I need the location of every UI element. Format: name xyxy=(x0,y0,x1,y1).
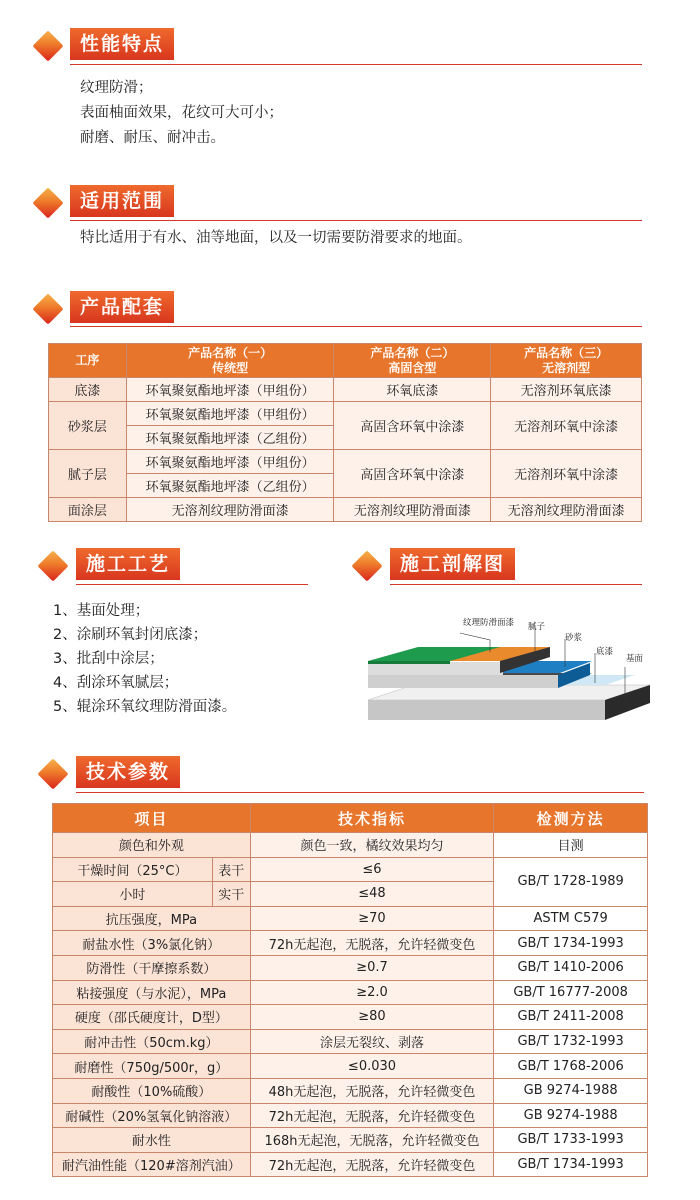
table-cell: 无溶剂纹理防滑面漆 xyxy=(126,498,334,522)
table-cell: 环氧聚氨酯地坪漆（甲组份） xyxy=(126,378,334,402)
base-layer-front xyxy=(368,700,605,720)
table-cell: 耐水性 xyxy=(53,1128,251,1153)
table-cell: GB/T 1732-1993 xyxy=(494,1029,648,1054)
label-topcoat: 纹理防滑面漆 xyxy=(463,618,515,628)
diamond-bullet-icon xyxy=(32,293,63,324)
table-cell: ≥80 xyxy=(250,1005,494,1030)
process-title: 施工工艺 xyxy=(76,548,180,580)
header-subtext: 高固含型 xyxy=(388,360,437,375)
table-row xyxy=(53,857,648,882)
table-row xyxy=(53,906,648,931)
table-cell: 抗压强度，MPa xyxy=(53,906,251,931)
table-cell: 环氧底漆 xyxy=(334,378,491,402)
table-cell: ≤0.030 xyxy=(250,1054,494,1079)
table-row xyxy=(53,833,648,858)
table-cell: ≤48 xyxy=(250,882,494,907)
topcoat-layer-front xyxy=(368,661,450,664)
table-row xyxy=(53,1078,648,1103)
table-cell: ≤6 xyxy=(250,857,494,882)
table-row xyxy=(49,450,642,474)
tech-params-table xyxy=(52,803,648,1177)
diamond-bullet-icon xyxy=(37,550,68,581)
table-cell: 环氧聚氨酯地坪漆（甲组份） xyxy=(126,450,334,474)
label-base: 基面 xyxy=(626,654,644,664)
table-cell: 砂浆层 xyxy=(49,402,127,450)
table-cell: 耐碱性（20%氢氧化钠溶液） xyxy=(53,1103,251,1128)
table-cell: 环氧聚氨酯地坪漆（乙组份） xyxy=(126,474,334,498)
section-rule xyxy=(76,584,308,585)
table-cell: 高固含环氧中涂漆 xyxy=(334,450,491,498)
mortar-layer-front xyxy=(368,675,558,688)
table-row xyxy=(53,1005,648,1030)
table-cell: 耐汽油性能（120#溶剂汽油） xyxy=(53,1152,251,1177)
col-header-process: 工序 xyxy=(49,344,127,378)
table-cell: 防滑性（干摩擦系数） xyxy=(53,955,251,980)
process-step: 1、基面处理； xyxy=(53,603,150,619)
table-cell: ≥2.0 xyxy=(250,980,494,1005)
table-cell: GB 9274-1988 xyxy=(494,1078,648,1103)
col-header-product-2 xyxy=(334,344,491,378)
section-rule xyxy=(70,220,642,221)
process-step: 3、批刮中涂层； xyxy=(53,651,164,667)
table-row xyxy=(53,1029,648,1054)
table-cell: ≥70 xyxy=(250,906,494,931)
table-cell: 腻子层 xyxy=(49,450,127,498)
table-cell: 底漆 xyxy=(49,378,127,402)
table-cell: 72h无起泡，无脱落，允许轻微变色 xyxy=(250,1103,494,1128)
diamond-bullet-icon xyxy=(32,187,63,218)
table-cell: 表干 xyxy=(212,857,250,882)
table-cell: 环氧聚氨酯地坪漆（乙组份） xyxy=(126,426,334,450)
diamond-bullet-icon xyxy=(351,550,382,581)
section-rule xyxy=(70,326,642,327)
table-cell: 48h无起泡，无脱落，允许轻微变色 xyxy=(250,1078,494,1103)
table-cell: 无溶剂环氧底漆 xyxy=(491,378,642,402)
table-cell: 72h无起泡，无脱落，允许轻微变色 xyxy=(250,931,494,956)
table-cell: 72h无起泡，无脱落，允许轻微变色 xyxy=(250,1152,494,1177)
label-primer: 底漆 xyxy=(596,647,614,657)
diamond-bullet-icon xyxy=(32,30,63,61)
process-step: 4、刮涂环氧腻层； xyxy=(53,675,179,691)
table-row xyxy=(53,980,648,1005)
table-cell: 干燥时间（25°C） xyxy=(53,857,213,882)
table-cell: ≥0.7 xyxy=(250,955,494,980)
features-title: 性能特点 xyxy=(70,28,174,60)
table-cell: 无溶剂纹理防滑面漆 xyxy=(334,498,491,522)
feature-line: 表面柚面效果，花纹可大可小； xyxy=(80,105,283,121)
table-cell: GB/T 16777-2008 xyxy=(494,980,648,1005)
table-cell: 无溶剂环氧中涂漆 xyxy=(491,450,642,498)
table-row xyxy=(49,378,642,402)
table-cell: 面涂层 xyxy=(49,498,127,522)
table-cell: GB/T 1734-1993 xyxy=(494,931,648,956)
feature-line: 纹理防滑； xyxy=(80,80,153,96)
table-cell: GB 9274-1988 xyxy=(494,1103,648,1128)
col-header-spec: 技术指标 xyxy=(250,804,494,833)
table-cell: 耐盐水性（3%氯化钠） xyxy=(53,931,251,956)
table-row xyxy=(53,1128,648,1153)
scope-title: 适用范围 xyxy=(70,185,174,217)
col-header-item: 项目 xyxy=(53,804,251,833)
product-table xyxy=(48,343,642,522)
table-cell: GB/T 1768-2006 xyxy=(494,1054,648,1079)
section-rule xyxy=(390,584,642,585)
table-row xyxy=(53,955,648,980)
table-cell: 粘接强度（与水泥），MPa xyxy=(53,980,251,1005)
section-rule xyxy=(76,792,644,793)
table-cell: GB/T 1733-1993 xyxy=(494,1128,648,1153)
header-text: 产品名称（二） xyxy=(370,345,455,360)
table-cell: GB/T 2411-2008 xyxy=(494,1005,648,1030)
scope-line: 特比适用于有水、油等地面，以及一切需要防滑要求的地面。 xyxy=(80,230,472,246)
table-cell: GB/T 1410-2006 xyxy=(494,955,648,980)
table-cell: 涂层无裂纹、剥落 xyxy=(250,1029,494,1054)
header-subtext: 无溶剂型 xyxy=(542,360,591,375)
table-row xyxy=(53,1152,648,1177)
table-row xyxy=(53,931,648,956)
col-header-product-3 xyxy=(491,344,642,378)
section-rule xyxy=(70,64,642,65)
table-cell: GB/T 1728-1989 xyxy=(494,857,648,906)
diagram-title: 施工剖解图 xyxy=(390,548,515,580)
table-row xyxy=(53,1103,648,1128)
table-cell: 颜色和外观 xyxy=(53,833,251,858)
table-cell: 高固含环氧中涂漆 xyxy=(334,402,491,450)
table-cell: 168h无起泡，无脱落，允许轻微变色 xyxy=(250,1128,494,1153)
process-step: 5、辊涂环氧纹理防滑面漆。 xyxy=(53,699,237,715)
table-row xyxy=(49,498,642,522)
table-cell: 无溶剂环氧中涂漆 xyxy=(491,402,642,450)
table-cell: ASTM C579 xyxy=(494,906,648,931)
table-cell: 颜色一致，橘纹效果均匀 xyxy=(250,833,494,858)
table-cell: 硬度（邵氏硬度计，D型） xyxy=(53,1005,251,1030)
header-text: 产品名称（三） xyxy=(524,345,609,360)
products-title: 产品配套 xyxy=(70,291,174,323)
table-cell: 耐冲击性（50cm.kg） xyxy=(53,1029,251,1054)
process-step: 2、涂刷环氧封闭底漆； xyxy=(53,627,208,643)
table-row xyxy=(49,402,642,426)
table-cell: 实干 xyxy=(212,882,250,907)
table-cell: 耐磨性（750g/500r，g） xyxy=(53,1054,251,1079)
tech-title: 技术参数 xyxy=(76,756,180,788)
diamond-bullet-icon xyxy=(37,758,68,789)
label-mortar: 砂浆 xyxy=(565,633,583,643)
table-cell: 目测 xyxy=(494,833,648,858)
table-cell: 无溶剂纹理防滑面漆 xyxy=(491,498,642,522)
table-cell: 耐酸性（10%硫酸） xyxy=(53,1078,251,1103)
table-row xyxy=(53,1054,648,1079)
col-header-method: 检测方法 xyxy=(494,804,648,833)
table-cell: 环氧聚氨酯地坪漆（甲组份） xyxy=(126,402,334,426)
table-cell: 小时 xyxy=(53,882,213,907)
label-putty: 腻子 xyxy=(528,622,546,632)
header-subtext: 传统型 xyxy=(212,360,249,375)
feature-line: 耐磨、耐压、耐冲击。 xyxy=(80,130,225,146)
header-text: 产品名称（一） xyxy=(188,345,273,360)
col-header-product-1 xyxy=(126,344,334,378)
table-cell: GB/T 1734-1993 xyxy=(494,1152,648,1177)
